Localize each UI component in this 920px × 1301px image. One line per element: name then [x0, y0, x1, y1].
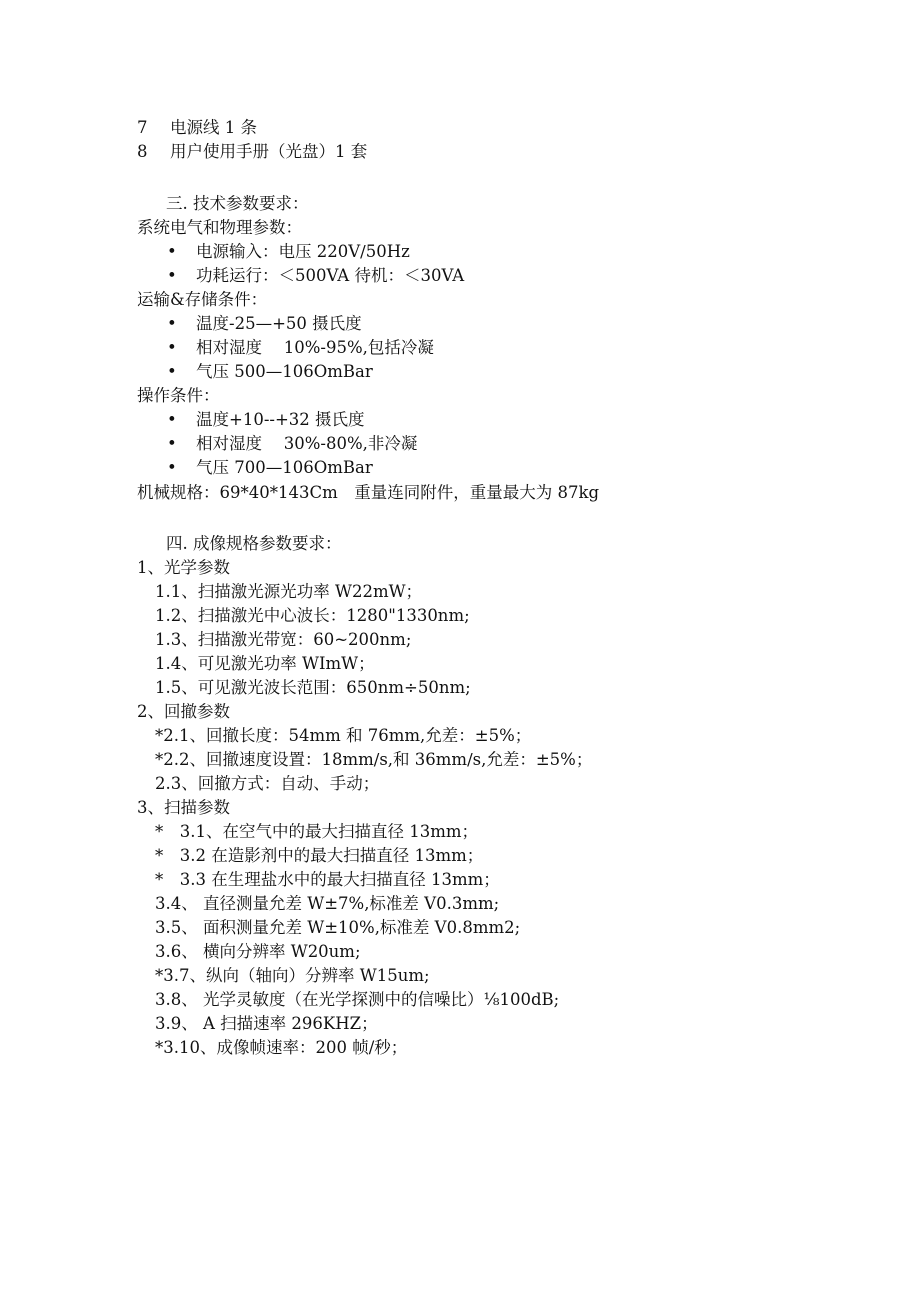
spec-item: *3.10、成像帧速率：200 帧/秒； — [155, 1038, 408, 1057]
spec-item: 2.3、回撤方式：自动、手动； — [155, 774, 380, 793]
spec-item: 1.5、可见激光波长范围：650nm÷50nm; — [155, 678, 471, 697]
bullet-item: 相对湿度 10%-95%,包括冷凝 — [196, 338, 434, 357]
bullet-icon: • — [167, 362, 177, 381]
bullet-item: 温度+10--+32 摄氏度 — [196, 410, 365, 429]
spec-item: 3.6、 横向分辨率 W20um; — [155, 942, 361, 961]
subsection-title: 1、光学参数 — [137, 558, 230, 577]
bullet-item: 电源输入：电压 220V∕50Hz — [196, 242, 410, 261]
spec-item: * 3.2 在造影剂中的最大扫描直径 13mm； — [155, 846, 484, 865]
spec-item: *2.2、回撤速度设置：18mm∕s,和 36mm∕s,允差：±5%； — [155, 750, 593, 769]
subsection-title: 运输&存储条件： — [137, 290, 268, 309]
bullet-icon: • — [167, 410, 177, 429]
spec-item: 3.9、 A 扫描速率 296KHZ； — [155, 1014, 378, 1033]
bullet-icon: • — [167, 434, 177, 453]
bullet-item: 温度-25—+50 摄氏度 — [196, 314, 362, 333]
subsection-title: 操作条件： — [137, 386, 220, 405]
bullet-icon: • — [167, 242, 177, 261]
list-item-text: 用户使用手册（光盘）1 套 — [170, 142, 368, 161]
spec-item: 3.4、 直径测量允差 W±7%,标准差 V0.3mm; — [155, 894, 500, 913]
subsection-title: 3、扫描参数 — [137, 798, 230, 817]
bullet-item: 气压 700—106OmBar — [196, 458, 373, 477]
spec-item: 1.1、扫描激光源光功率 W22mW； — [155, 582, 423, 601]
bullet-icon: • — [167, 314, 177, 333]
bullet-item: 气压 500—106OmBar — [196, 362, 373, 381]
list-item-number: 7 — [137, 118, 148, 137]
bullet-item: 相对湿度 30%-80%,非冷凝 — [196, 434, 418, 453]
spec-item: *3.7、纵向（轴向）分辨率 W15um; — [155, 966, 430, 985]
subsection-title: 系统电气和物理参数： — [137, 218, 302, 237]
bullet-icon: • — [167, 266, 177, 285]
spec-item: *2.1、回撤长度：54mm 和 76mm,允差：±5%； — [155, 726, 532, 745]
spec-item: 1.2、扫描激光中心波长：1280"1330nm; — [155, 606, 470, 625]
spec-item: * 3.1、在空气中的最大扫描直径 13mm； — [155, 822, 479, 841]
bullet-icon: • — [167, 338, 177, 357]
spec-item: 1.3、扫描激光带宽：60~200nm; — [155, 630, 412, 649]
subsection-title: 2、回撤参数 — [137, 702, 230, 721]
section-heading: 三. 技术参数要求： — [166, 194, 309, 213]
spec-item: 3.8、 光学灵敏度（在光学探测中的信噪比）⅛100dB; — [155, 990, 560, 1009]
spec-item: * 3.3 在生理盐水中的最大扫描直径 13mm； — [155, 870, 500, 889]
list-item-text: 电源线 1 条 — [170, 118, 257, 137]
spec-item: 3.5、 面积测量允差 W±10%,标准差 V0.8mm2; — [155, 918, 521, 937]
bullet-item: 功耗运行：＜500VA 待机：＜30VA — [196, 266, 465, 285]
dimensions-line: 机械规格：69*40*143Cm 重量连同附件，重量最大为 87kg — [137, 483, 600, 502]
spec-item: 1.4、可见激光功率 WImW； — [155, 654, 375, 673]
bullet-icon: • — [167, 458, 177, 477]
list-item-number: 8 — [137, 142, 148, 161]
section-heading: 四. 成像规格参数要求： — [166, 534, 342, 553]
